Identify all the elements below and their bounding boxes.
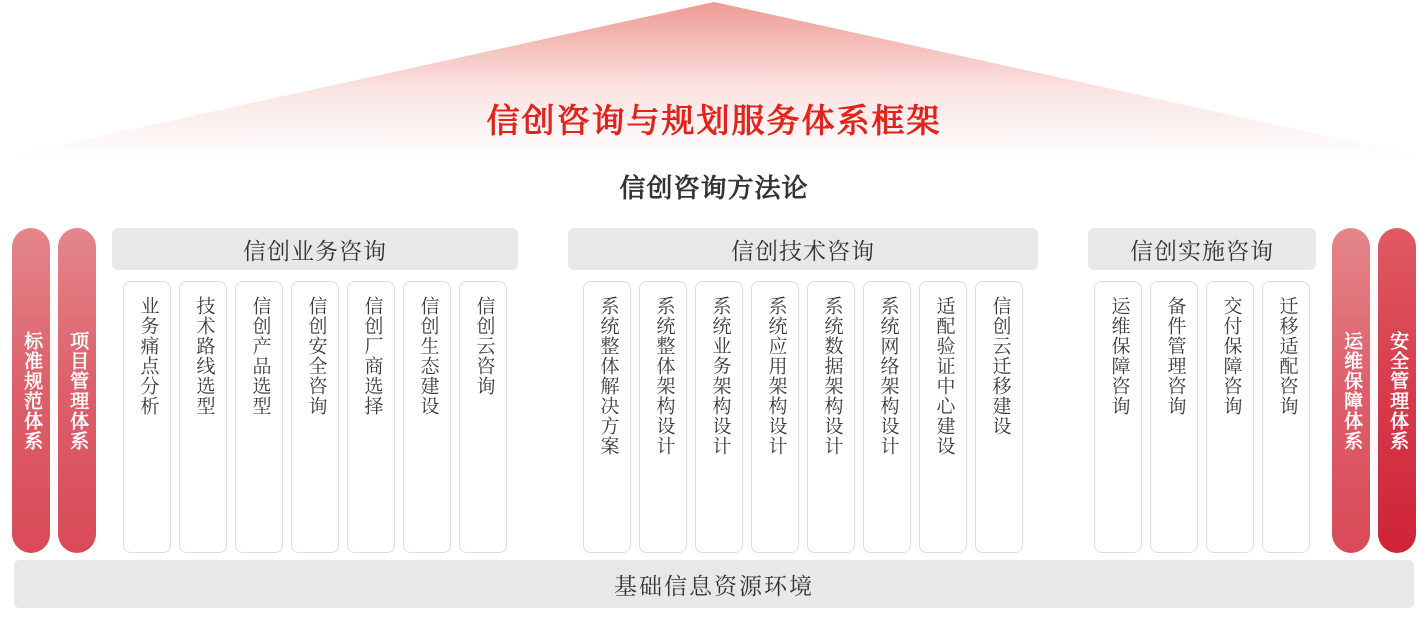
item-label: 交付保障咨询 <box>1220 296 1242 416</box>
group-technology-consulting <box>568 228 1038 553</box>
list-item[interactable] <box>807 281 855 553</box>
item-label: 适配验证中心建设 <box>933 296 955 456</box>
list-item[interactable] <box>459 281 507 553</box>
item-label: 系统整体解决方案 <box>597 296 619 456</box>
list-item[interactable] <box>695 281 743 553</box>
list-item[interactable] <box>347 281 395 553</box>
item-label: 系统数据架构设计 <box>821 296 843 456</box>
list-item[interactable] <box>919 281 967 553</box>
group-title: 信创技术咨询 <box>568 228 1038 270</box>
left-pillar-group <box>8 228 100 553</box>
item-label: 信创云迁移建设 <box>989 296 1011 436</box>
page-title: 信创咨询与规划服务体系框架 <box>486 102 942 139</box>
group-business-consulting <box>112 228 518 553</box>
list-item[interactable] <box>235 281 283 553</box>
item-label: 信创安全咨询 <box>305 296 327 416</box>
list-item[interactable] <box>1262 281 1310 553</box>
list-item[interactable] <box>863 281 911 553</box>
list-item[interactable] <box>403 281 451 553</box>
item-label: 信创云咨询 <box>473 296 495 396</box>
group-title: 信创实施咨询 <box>1088 228 1316 270</box>
list-item[interactable] <box>1094 281 1142 553</box>
list-item[interactable] <box>179 281 227 553</box>
list-item[interactable] <box>1150 281 1198 553</box>
list-item[interactable] <box>975 281 1023 553</box>
foundation-bar <box>14 560 1414 608</box>
list-item[interactable] <box>583 281 631 553</box>
group-items <box>568 281 1038 553</box>
list-item[interactable] <box>291 281 339 553</box>
group-implementation-consulting <box>1088 228 1316 553</box>
list-item[interactable] <box>1206 281 1254 553</box>
list-item[interactable] <box>751 281 799 553</box>
item-label: 系统网络架构设计 <box>877 296 899 456</box>
pillar-label: 安全管理体系 <box>1387 330 1409 451</box>
pillar-label: 运维保障体系 <box>1341 330 1363 451</box>
group-items <box>112 281 518 553</box>
pillar-security-management[interactable] <box>1378 228 1416 553</box>
item-label: 系统整体架构设计 <box>653 296 675 456</box>
item-label: 迁移适配咨询 <box>1276 296 1298 416</box>
pillar-ops-support[interactable] <box>1332 228 1370 553</box>
item-label: 运维保障咨询 <box>1108 296 1130 416</box>
pillar-label: 标准规范体系 <box>21 330 43 451</box>
foundation-label: 基础信息资源环境 <box>614 572 814 599</box>
methodology-title: 信创咨询方法论 <box>619 173 809 203</box>
item-label: 信创厂商选择 <box>361 296 383 416</box>
pillar-label: 项目管理体系 <box>67 330 89 451</box>
list-item[interactable] <box>123 281 171 553</box>
group-items <box>1088 281 1316 553</box>
item-label: 信创产品选型 <box>249 296 271 416</box>
pillar-project-management[interactable] <box>58 228 96 553</box>
consulting-groups <box>100 228 1328 553</box>
item-label: 技术路线选型 <box>193 296 215 416</box>
pillar-standard-spec[interactable] <box>12 228 50 553</box>
item-label: 备件管理咨询 <box>1164 296 1186 416</box>
right-pillar-group <box>1328 228 1420 553</box>
group-title: 信创业务咨询 <box>112 228 518 270</box>
item-label: 业务痛点分析 <box>137 296 159 416</box>
item-label: 信创生态建设 <box>417 296 439 416</box>
list-item[interactable] <box>639 281 687 553</box>
pillars-row <box>0 228 1428 553</box>
item-label: 系统应用架构设计 <box>765 296 787 456</box>
item-label: 系统业务架构设计 <box>709 296 731 456</box>
